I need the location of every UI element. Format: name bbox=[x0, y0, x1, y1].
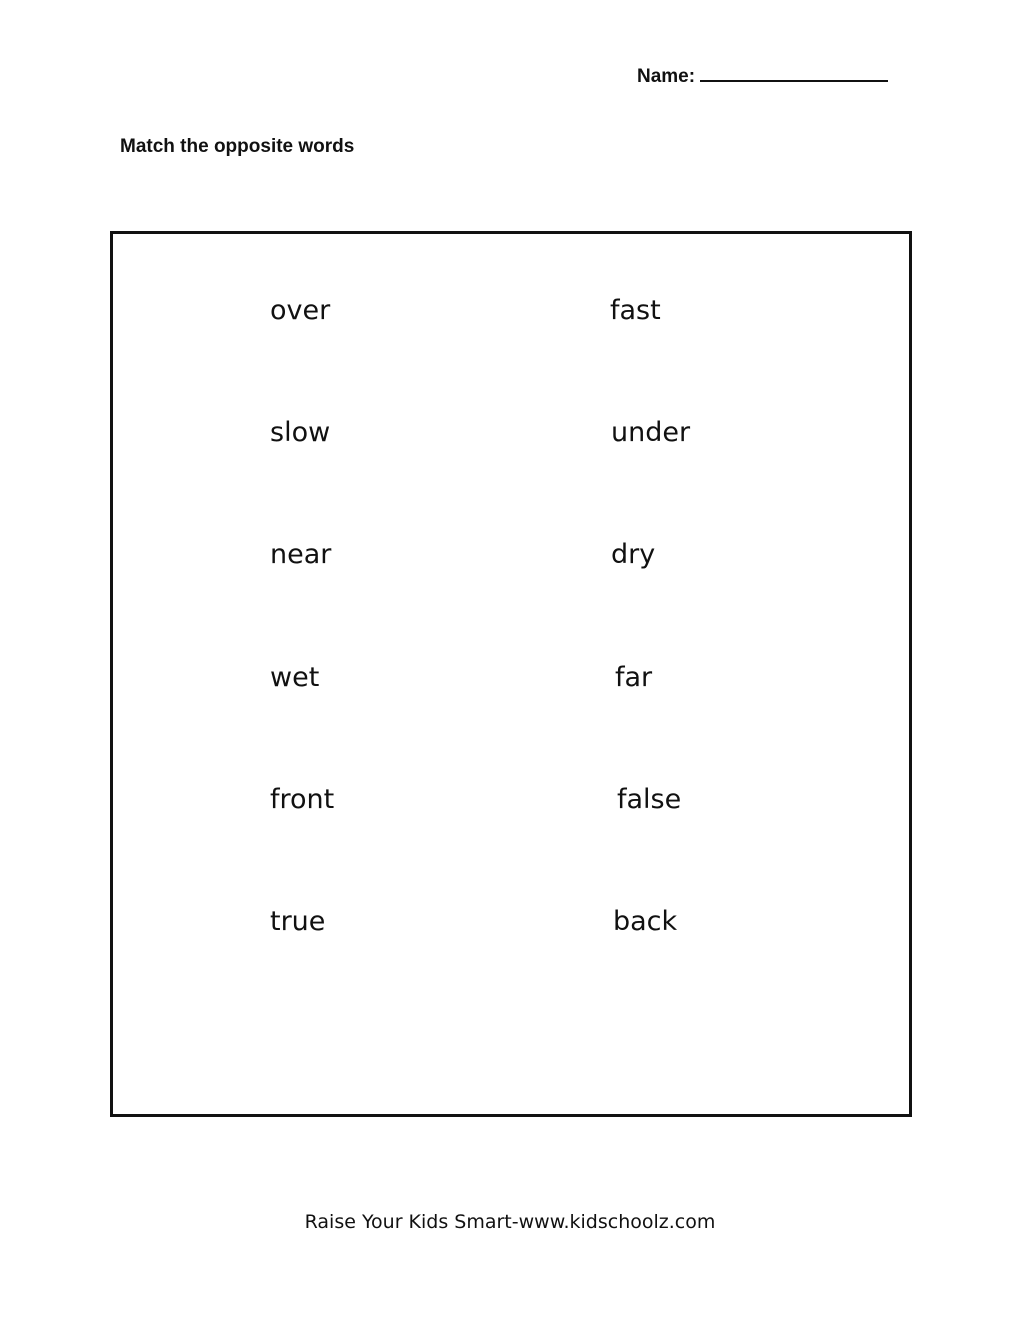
left-word: over bbox=[270, 295, 331, 326]
name-blank-line[interactable] bbox=[700, 60, 888, 82]
left-word: front bbox=[270, 784, 335, 815]
name-label: Name: bbox=[637, 66, 696, 87]
right-word: under bbox=[611, 417, 691, 448]
right-word: fast bbox=[610, 295, 661, 326]
right-word: dry bbox=[611, 539, 656, 570]
name-field bbox=[637, 60, 888, 91]
matching-box bbox=[110, 231, 912, 1117]
right-word: false bbox=[617, 784, 682, 815]
left-word: true bbox=[270, 906, 326, 937]
right-word: back bbox=[613, 906, 678, 937]
left-word: near bbox=[270, 539, 332, 570]
right-word: far bbox=[615, 662, 653, 693]
left-word: slow bbox=[270, 417, 331, 448]
footer-credit: Raise Your Kids Smart-www.kidschoolz.com bbox=[304, 1211, 716, 1233]
left-word: wet bbox=[270, 662, 320, 693]
worksheet-instructions: Match the opposite words bbox=[120, 136, 355, 157]
